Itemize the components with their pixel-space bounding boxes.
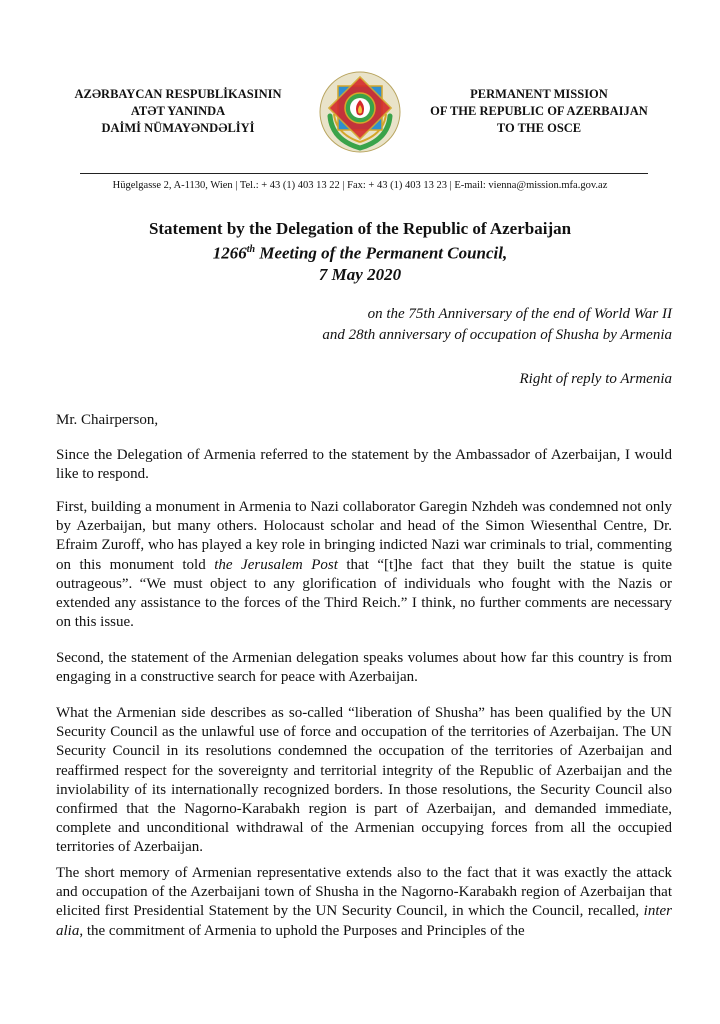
meeting-name: Meeting of the Permanent Council,: [255, 243, 508, 263]
title-line-1: Statement by the Delegation of the Republic of Azerbaijan: [148, 219, 572, 238]
paragraph-3: [56, 649, 672, 687]
header-left-azerbaijani: [62, 86, 294, 137]
latin-phrase: inter alia: [56, 903, 672, 939]
contact-address: Hügelgasse 2, A-1130, Wien | Tel.: + 43 (1) 403 13 22 | Fax: + 43 (1) 403 13 23 | E-mail: vienna@mission.mfa.gov.az: [112, 180, 608, 191]
ordinal-suffix: th: [246, 244, 256, 255]
title-date: 7 May 2020: [318, 264, 402, 284]
occasion-line-1: on the 75th Anniversary of the end of World War II: [367, 306, 672, 322]
azerbaijan-state-emblem-icon: [318, 70, 402, 154]
paragraph-text: What the Armenian side describes as so-called “liberation of Shusha” has been qualified by the UN Security Council as the unlawful use of force and occupation of the territories of Azerbaijan. The UN Security Council in its resolutions condemned the occupation of the territories of Azerbaijan and reaffirmed respect for the sovereignty and territorial integrity of the Republic of Azerbaijan and the inviolability of its internationally recognized borders. In those resolutions, the Security Council also confirmed that the Nagorno-Karabakh region is part of Azerbaijan, and demanded immediate, complete and unconditional withdrawal of the Armenian occupying forces from all the occupied territories of Azerbaijan.: [56, 705, 672, 856]
meeting-number: 1266: [212, 243, 247, 263]
salutation: Mr. Chairperson,: [56, 412, 159, 428]
occasion-subtitle: [180, 304, 672, 346]
paragraph-4: [56, 704, 672, 858]
header-left-line: DAİMİ NÜMAYƏNDƏLİYİ: [101, 121, 255, 135]
title-line-2: [40, 239, 680, 264]
text-run: First, building a monument in Armenia to Nazi collaborator Garegin Nzhdeh was condemned not only by Azerbaijan, but many others. Holocaust scholar and head of the Simon Wiesenthal Centre, Dr. Efraim Zuroff, who has played a key role in bringing indicted Nazi war criminals to trial, commenting on this monument told: [56, 499, 672, 573]
header-right-line: OF THE REPUBLIC OF AZERBAIJAN: [430, 104, 648, 118]
header-left-line: ATƏT YANINDA: [130, 104, 226, 118]
paragraph-2: [56, 498, 672, 632]
header-right-english: [420, 86, 658, 137]
paragraph-text: Second, the statement of the Armenian delegation speaks volumes about how far this country is from engaging in a constructive search for peace with Azerbaijan.: [56, 650, 672, 686]
paragraph-text: [56, 498, 672, 632]
paragraph-text: Since the Delegation of Armenia referred to the statement by the Ambassador of Azerbaijan, I would like to respond.: [56, 447, 672, 483]
text-run: The short memory of Armenian representative extends also to the fact that it was exactly the attack and occupation of the Azerbaijani town of Shusha in the Nagorno-Karabakh region of Azerbaijan that elicited first Presidential Statement by the UN Security Council, in which the Council, recalled,: [56, 865, 672, 920]
newspaper-name: the Jerusalem Post: [214, 556, 338, 573]
paragraph-1: [56, 446, 672, 484]
header-right-line: PERMANENT MISSION: [470, 87, 608, 101]
header-left-line: AZƏRBAYCAN RESPUBLİKASININ: [74, 87, 282, 101]
paragraph-5: [56, 864, 672, 941]
text-run: , the commitment of Armenia to uphold the Purposes and Principles of the: [79, 922, 525, 939]
occasion-line-2: and 28th anniversary of occupation of Shusha by Armenia: [322, 327, 672, 343]
header-right-line: TO THE OSCE: [496, 121, 582, 135]
header-divider: [80, 173, 648, 174]
text-run: that “[t]he fact that they built the statue is quite outrageous”. “We must object to any glorification of individuals who fought with the Nazis or extended any assistance to the forces of the Third Reich.” I think, no further comments are necessary on this issue.: [56, 556, 673, 631]
right-of-reply: Right of reply to Armenia: [519, 371, 672, 387]
statement-title: [40, 218, 680, 285]
paragraph-text: [56, 864, 672, 941]
